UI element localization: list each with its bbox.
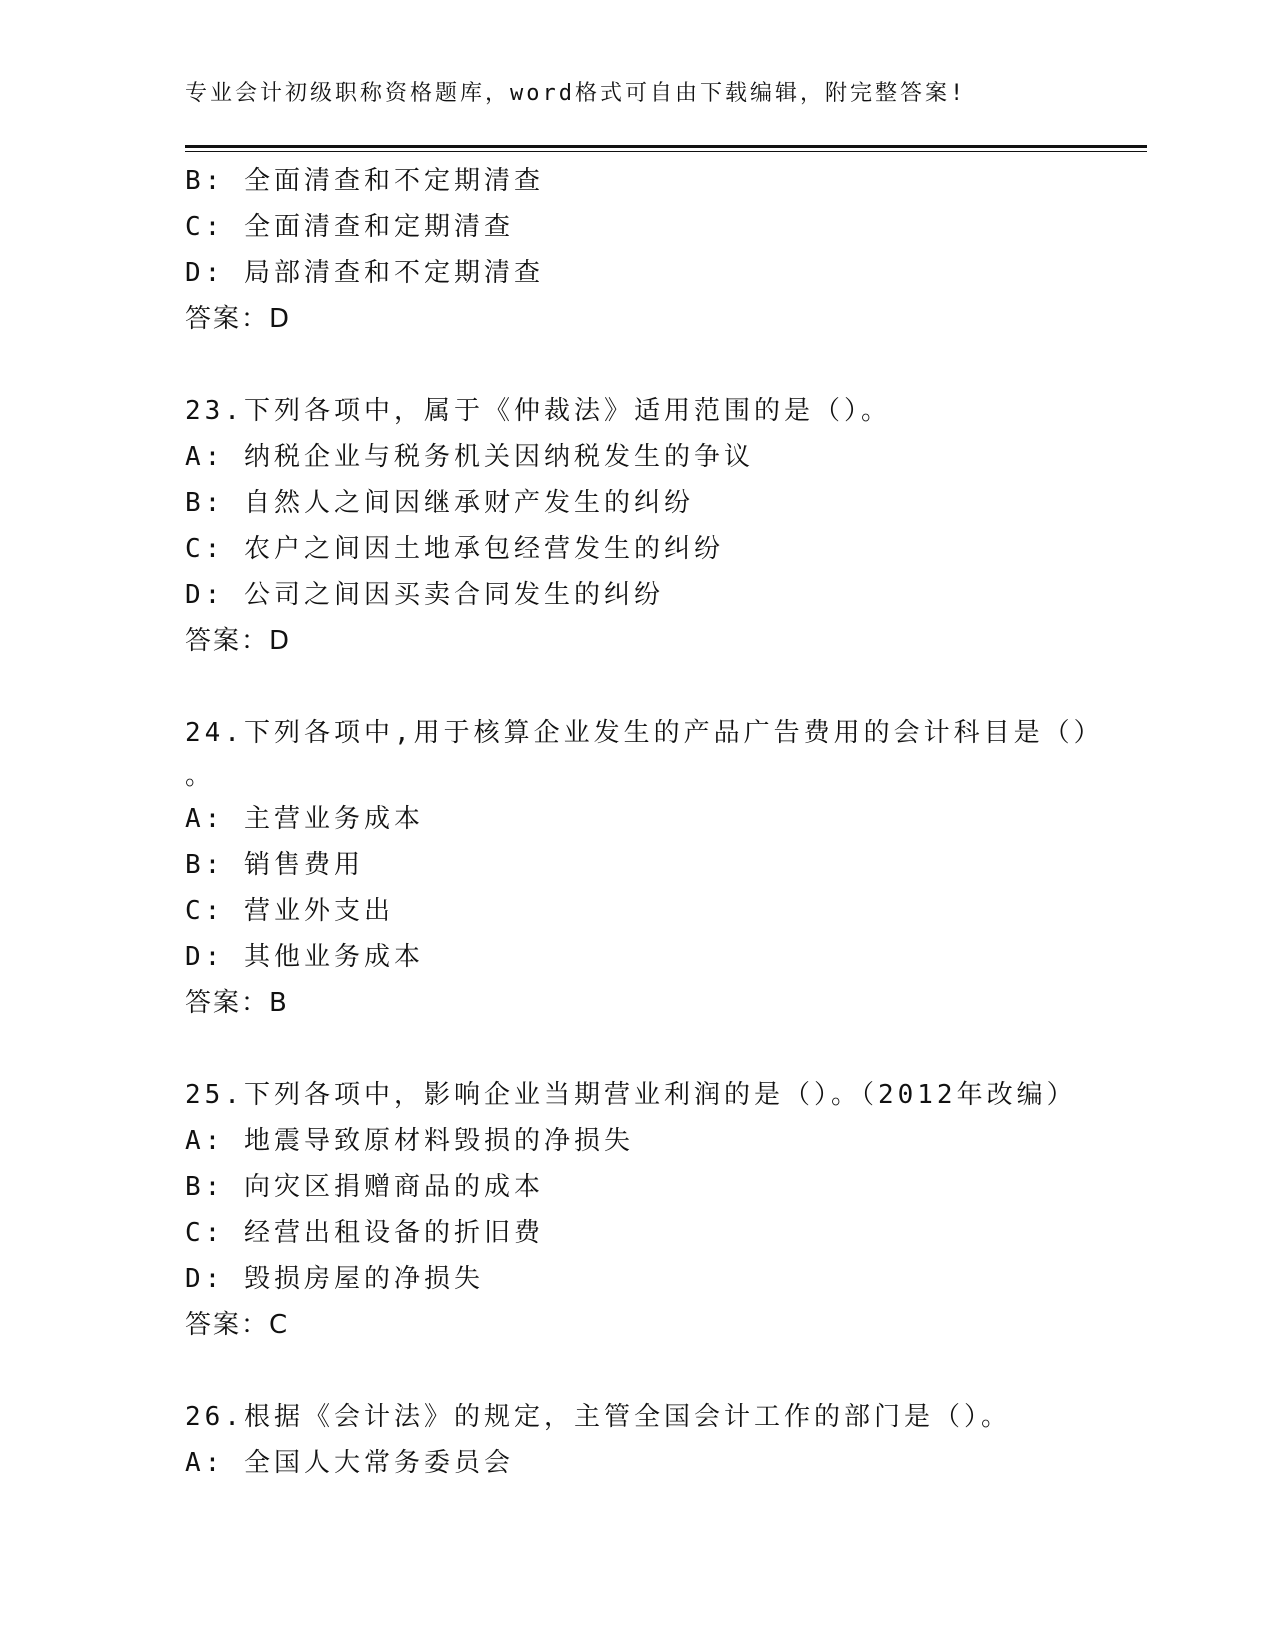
- question-text: 23.下列各项中，属于《仲裁法》适用范围的是（）。: [185, 396, 891, 426]
- option-d: D: 公司之间因买卖合同发生的纠纷: [185, 580, 664, 610]
- answer: 答案：B: [185, 988, 289, 1018]
- option-b: B: 全面清查和不定期清查: [185, 166, 544, 196]
- option-a: A: 地震导致原材料毁损的净损失: [185, 1126, 634, 1156]
- answer: 答案：D: [185, 304, 292, 334]
- option-b: B: 向灾区捐赠商品的成本: [185, 1172, 544, 1202]
- answer: 答案：C: [185, 1310, 290, 1340]
- question-list: [185, 158, 1145, 1486]
- option-b: B: 自然人之间因继承财产发生的纠纷: [185, 488, 694, 518]
- option-c: C: 全面清查和定期清查: [185, 212, 514, 242]
- option-a: A: 纳税企业与税务机关因纳税发生的争议: [185, 442, 754, 472]
- option-a: A: 主营业务成本: [185, 804, 424, 834]
- question-text: 24.下列各项中,用于核算企业发生的产品广告费用的会计科目是（）: [185, 718, 1104, 748]
- option-c: C: 农户之间因土地承包经营发生的纠纷: [185, 534, 724, 564]
- question-block-26: [185, 1394, 1145, 1486]
- option-b: B: 销售费用: [185, 850, 364, 880]
- option-d: D: 局部清查和不定期清查: [185, 258, 544, 288]
- page-header: 专业会计初级职称资格题库，word格式可自由下载编辑，附完整答案!: [185, 81, 967, 106]
- question-text-continuation: 。: [185, 761, 216, 791]
- option-d: D: 其他业务成本: [185, 942, 424, 972]
- question-block-previous: [185, 158, 1145, 342]
- option-c: C: 经营出租设备的折旧费: [185, 1218, 544, 1248]
- spacer: [185, 342, 1145, 388]
- option-c: C: 营业外支出: [185, 896, 394, 926]
- spacer: [185, 664, 1145, 710]
- header-rule-thick: [185, 145, 1147, 148]
- question-block-25: [185, 1072, 1145, 1348]
- option-d: D: 毁损房屋的净损失: [185, 1264, 484, 1294]
- question-block-23: [185, 388, 1145, 664]
- question-block-24: [185, 710, 1145, 1026]
- question-text: 26.根据《会计法》的规定，主管全国会计工作的部门是（）。: [185, 1402, 1011, 1432]
- answer: 答案：D: [185, 626, 292, 656]
- question-text: 25.下列各项中，影响企业当期营业利润的是（）。（2012年改编）: [185, 1080, 1077, 1110]
- header-rule-thin: [185, 151, 1147, 152]
- spacer: [185, 1348, 1145, 1394]
- option-a: A: 全国人大常务委员会: [185, 1448, 514, 1478]
- spacer: [185, 1026, 1145, 1072]
